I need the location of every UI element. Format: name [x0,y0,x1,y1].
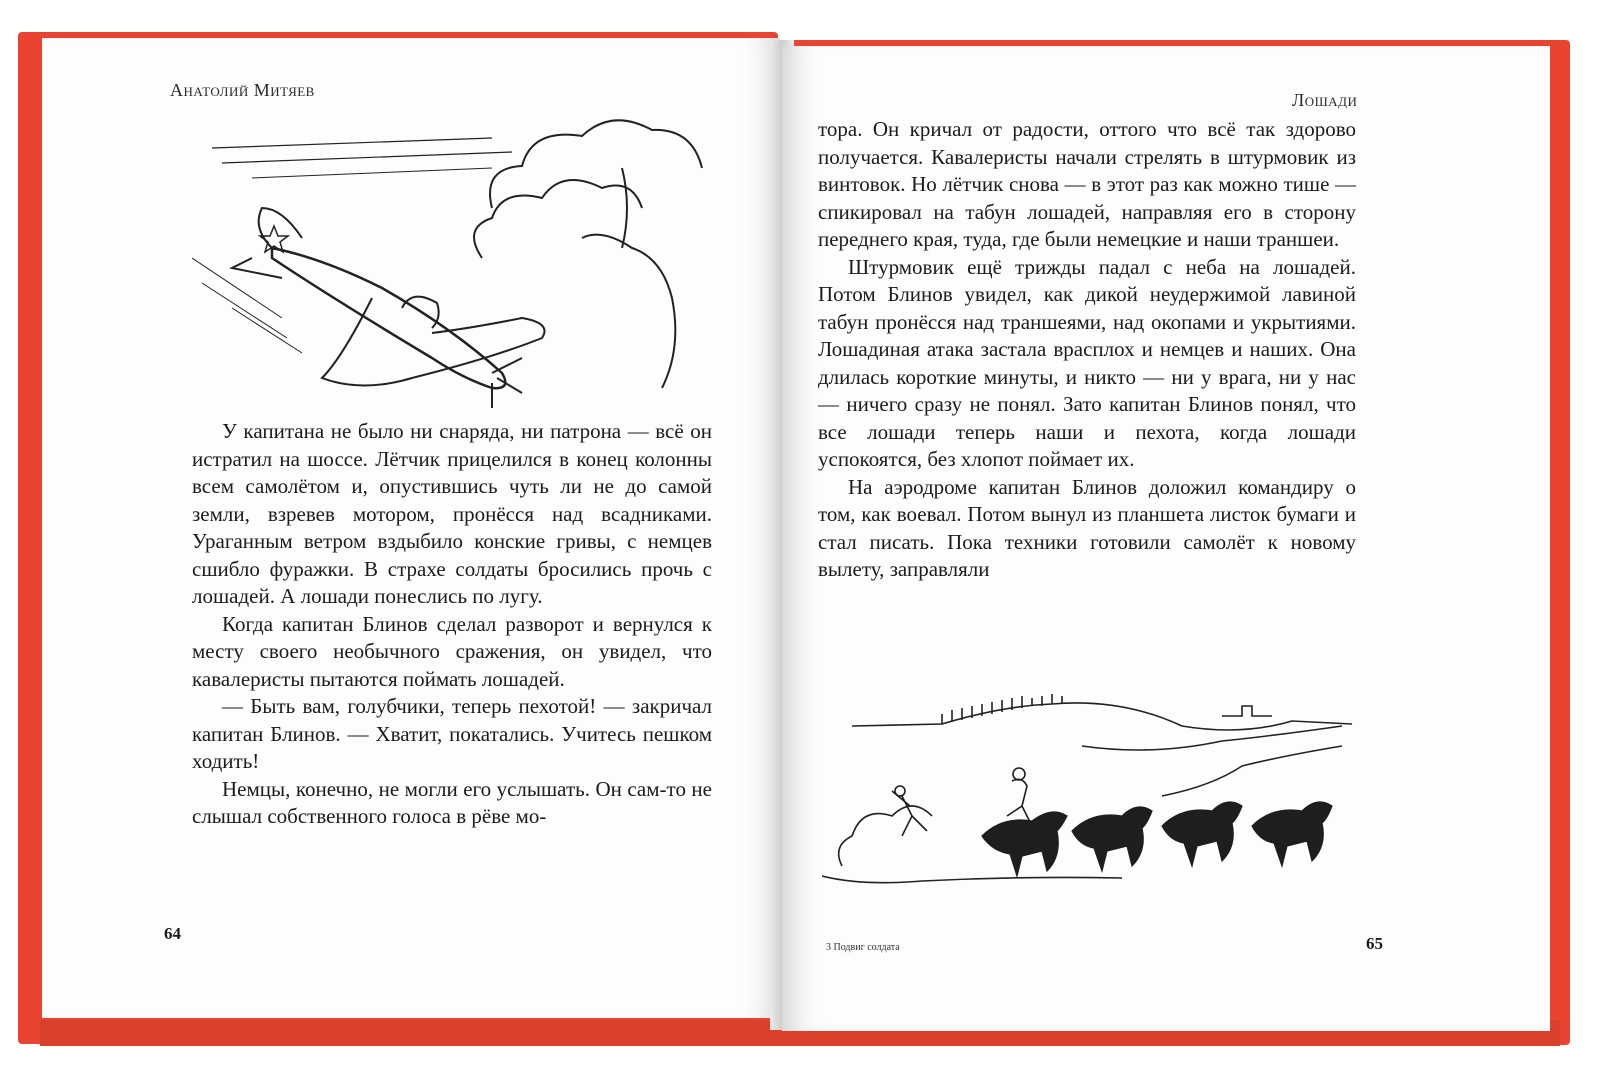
paragraph: — Быть вам, голубчики, теперь пехотой! — закричал капитан Блинов. — Хватит, покатались. Учитесь пешком ходить! [192,694,712,773]
left-page [42,38,780,1018]
paragraph: У капитана не было ни снаряда, ни патрона — всё он истратил на шоссе. Лётчик прицелился в конец колонны всем самолётом и, опустившись чуть ли не до самой земли, взревев мотором, пронёсся над всадниками. Ураганным ветром вздыбило конские гривы, с немцев сшибло фуражки. В страхе солдаты бросились прочь с лошадей. А лошади понеслись по лугу. [192,419,712,608]
airplane-illustration [192,108,712,408]
page-number-left: 64 [164,924,181,943]
paragraph: На аэродроме капитан Блинов доложил командиру о том, как воевал. Потом вынул из планшета листок бумаги и стал писать. Пока техники готовили самолёт к новому вылету, заправляли [818,474,1356,581]
paragraph: Штурмовик ещё трижды падал с неба на лошадей. Потом Блинов увидел, как дикой неудержимой лавиной табун пронёсся над траншеями, над окопами и укрытиями. Лошадиная атака застала врасплох и немцев и наших. Она длилась короткие минуты, и никто — ни у врага, ни у нас — ничего сразу не понял. Зато капитан Блинов понял, что все лошади теперь наши и пехота, когда лошади успокоятся, без хлопот поймает их. [818,254,1356,471]
left-page-text [192,418,712,831]
horses-illustration [822,686,1362,896]
paragraph: Немцы, конечно, не могли его услышать. Он сам-то не слышал собственного голоса в рёве мо- [192,776,712,828]
right-page [782,46,1550,1031]
paragraph: тора. Он кричал от радости, оттого что всё так здорово получается. Кавалеристы начали стрелять в штурмовик из винтовок. Но лётчик снова — в этот раз как можно тише — спикировал на табун лошадей, направляя его в сторону переднего края, туда, где были немецкие и наши траншеи. [818,117,1356,251]
paragraph: Когда капитан Блинов сделал разворот и вернулся к месту своего необычного сражения, он увидел, что кавалеристы пытаются поймать лошадей. [192,611,712,691]
page-number-right: 65 [1366,934,1383,953]
printer-signature: 3 Подвиг солдата [826,942,900,953]
right-page-text [818,116,1356,584]
running-head-title: Лошади [1292,90,1358,110]
running-head-author: Анатолий Митяев [170,80,315,100]
